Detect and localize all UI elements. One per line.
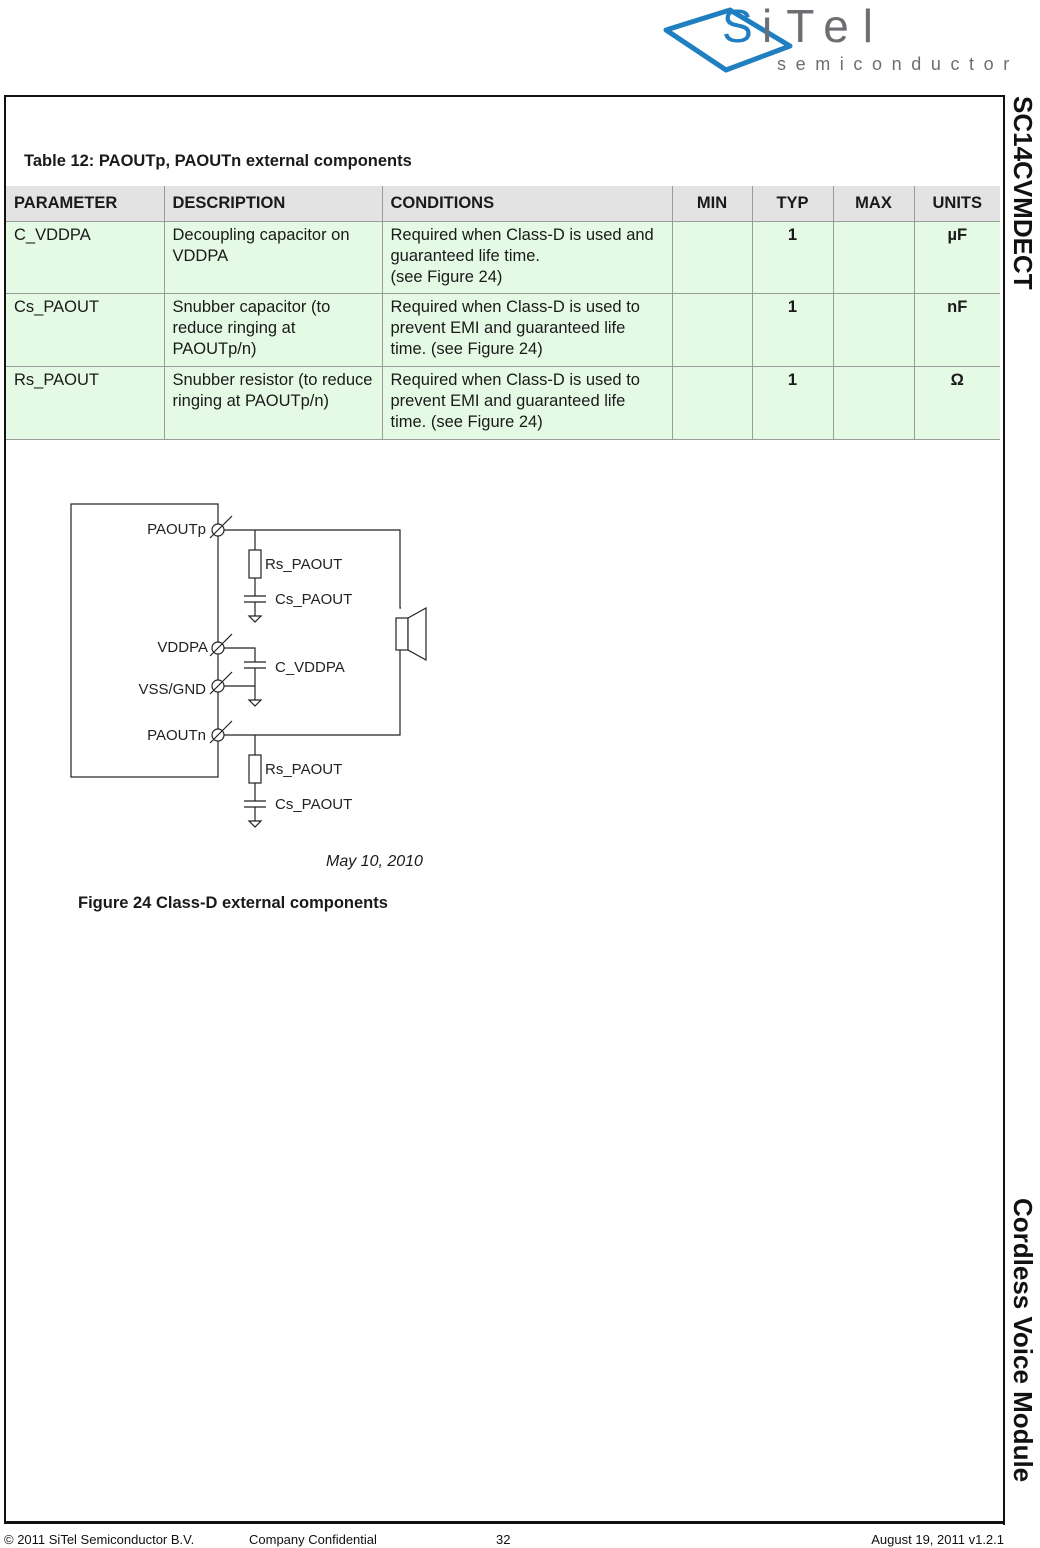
cell-units: Ω [914,367,1000,440]
svg-text:iTel: iTel [762,0,888,52]
svg-text:S: S [722,0,755,52]
cell-max [833,222,914,294]
cell-conditions-line: (see Figure 24) [390,268,503,286]
header-parameter: PARAMETER [6,186,164,222]
cell-parameter: Rs_PAOUT [6,367,164,440]
cell-conditions-line: Required when Class-D is used and guaranteed life time. [390,226,654,265]
sitel-logo [660,0,1040,80]
cell-units: nF [914,294,1000,367]
class-d-circuit-diagram [60,490,480,840]
cell-description: Decoupling capacitor on VDDPA [164,222,382,294]
page-frame-bottom [4,1522,1005,1524]
pin-label-vddpa: VDDPA [157,639,208,656]
svg-text:semiconductor: semiconductor [777,54,1019,74]
page-frame-right [1003,95,1005,1525]
table-row [6,367,1000,440]
header-description: DESCRIPTION [164,186,382,222]
ground-symbol [249,700,261,706]
cell-description: Snubber capacitor (to reduce ringing at PAOUTp/n) [164,294,382,367]
table-row [6,294,1000,367]
header-max: MAX [833,186,914,222]
footer-copyright: © 2011 SiTel Semiconductor B.V. [4,1532,195,1547]
cell-units: µF [914,222,1000,294]
resistor-rs-bottom [249,755,261,783]
figure-date: May 10, 2010 [326,853,423,870]
footer-version: August 19, 2011 v1.2.1 [871,1532,1004,1547]
ground-symbol [249,616,261,622]
label-rs-top: Rs_PAOUT [265,556,343,573]
label-cs-bottom: Cs_PAOUT [275,796,353,813]
side-product-title: SC14CVMDECT [1008,96,1038,290]
table-header-row [6,186,1000,222]
footer-page-number: 32 [496,1532,511,1547]
cell-min [672,222,752,294]
cell-max [833,294,914,367]
header-min: MIN [672,186,752,222]
cell-typ: 1 [752,367,833,440]
label-cs-top: Cs_PAOUT [275,591,353,608]
header-typ: TYP [752,186,833,222]
figure-caption: Figure 24 Class-D external components [78,894,388,912]
cell-parameter: Cs_PAOUT [6,294,164,367]
cell-max [833,367,914,440]
cell-conditions: Required when Class-D is used to prevent EMI and guaranteed life time. (see Figure 24) [382,294,672,367]
cell-min [672,367,752,440]
components-table [6,186,1000,440]
table-caption: Table 12: PAOUTp, PAOUTn external components [24,152,412,170]
pin-label-paoutn: PAOUTn [147,727,206,744]
cell-min [672,294,752,367]
cell-conditions [382,222,672,294]
label-c-vddpa: C_VDDPA [275,659,345,676]
resistor-rs-top [249,550,261,578]
cell-parameter: C_VDDPA [6,222,164,294]
cell-typ: 1 [752,222,833,294]
pin-label-paoutp: PAOUTp [147,521,206,538]
header-conditions: CONDITIONS [382,186,672,222]
table-row [6,222,1000,294]
label-rs-bottom: Rs_PAOUT [265,761,343,778]
cell-typ: 1 [752,294,833,367]
pin-label-vss: VSS/GND [138,681,206,698]
ground-symbol [249,821,261,827]
cell-description: Snubber resistor (to reduce ringing at PAOUTp/n) [164,367,382,440]
header-units: UNITS [914,186,1000,222]
footer-confidential: Company Confidential [249,1532,377,1547]
cell-conditions: Required when Class-D is used to prevent EMI and guaranteed life time. (see Figure 24) [382,367,672,440]
side-subtitle: Cordless Voice Module [1008,1198,1038,1483]
